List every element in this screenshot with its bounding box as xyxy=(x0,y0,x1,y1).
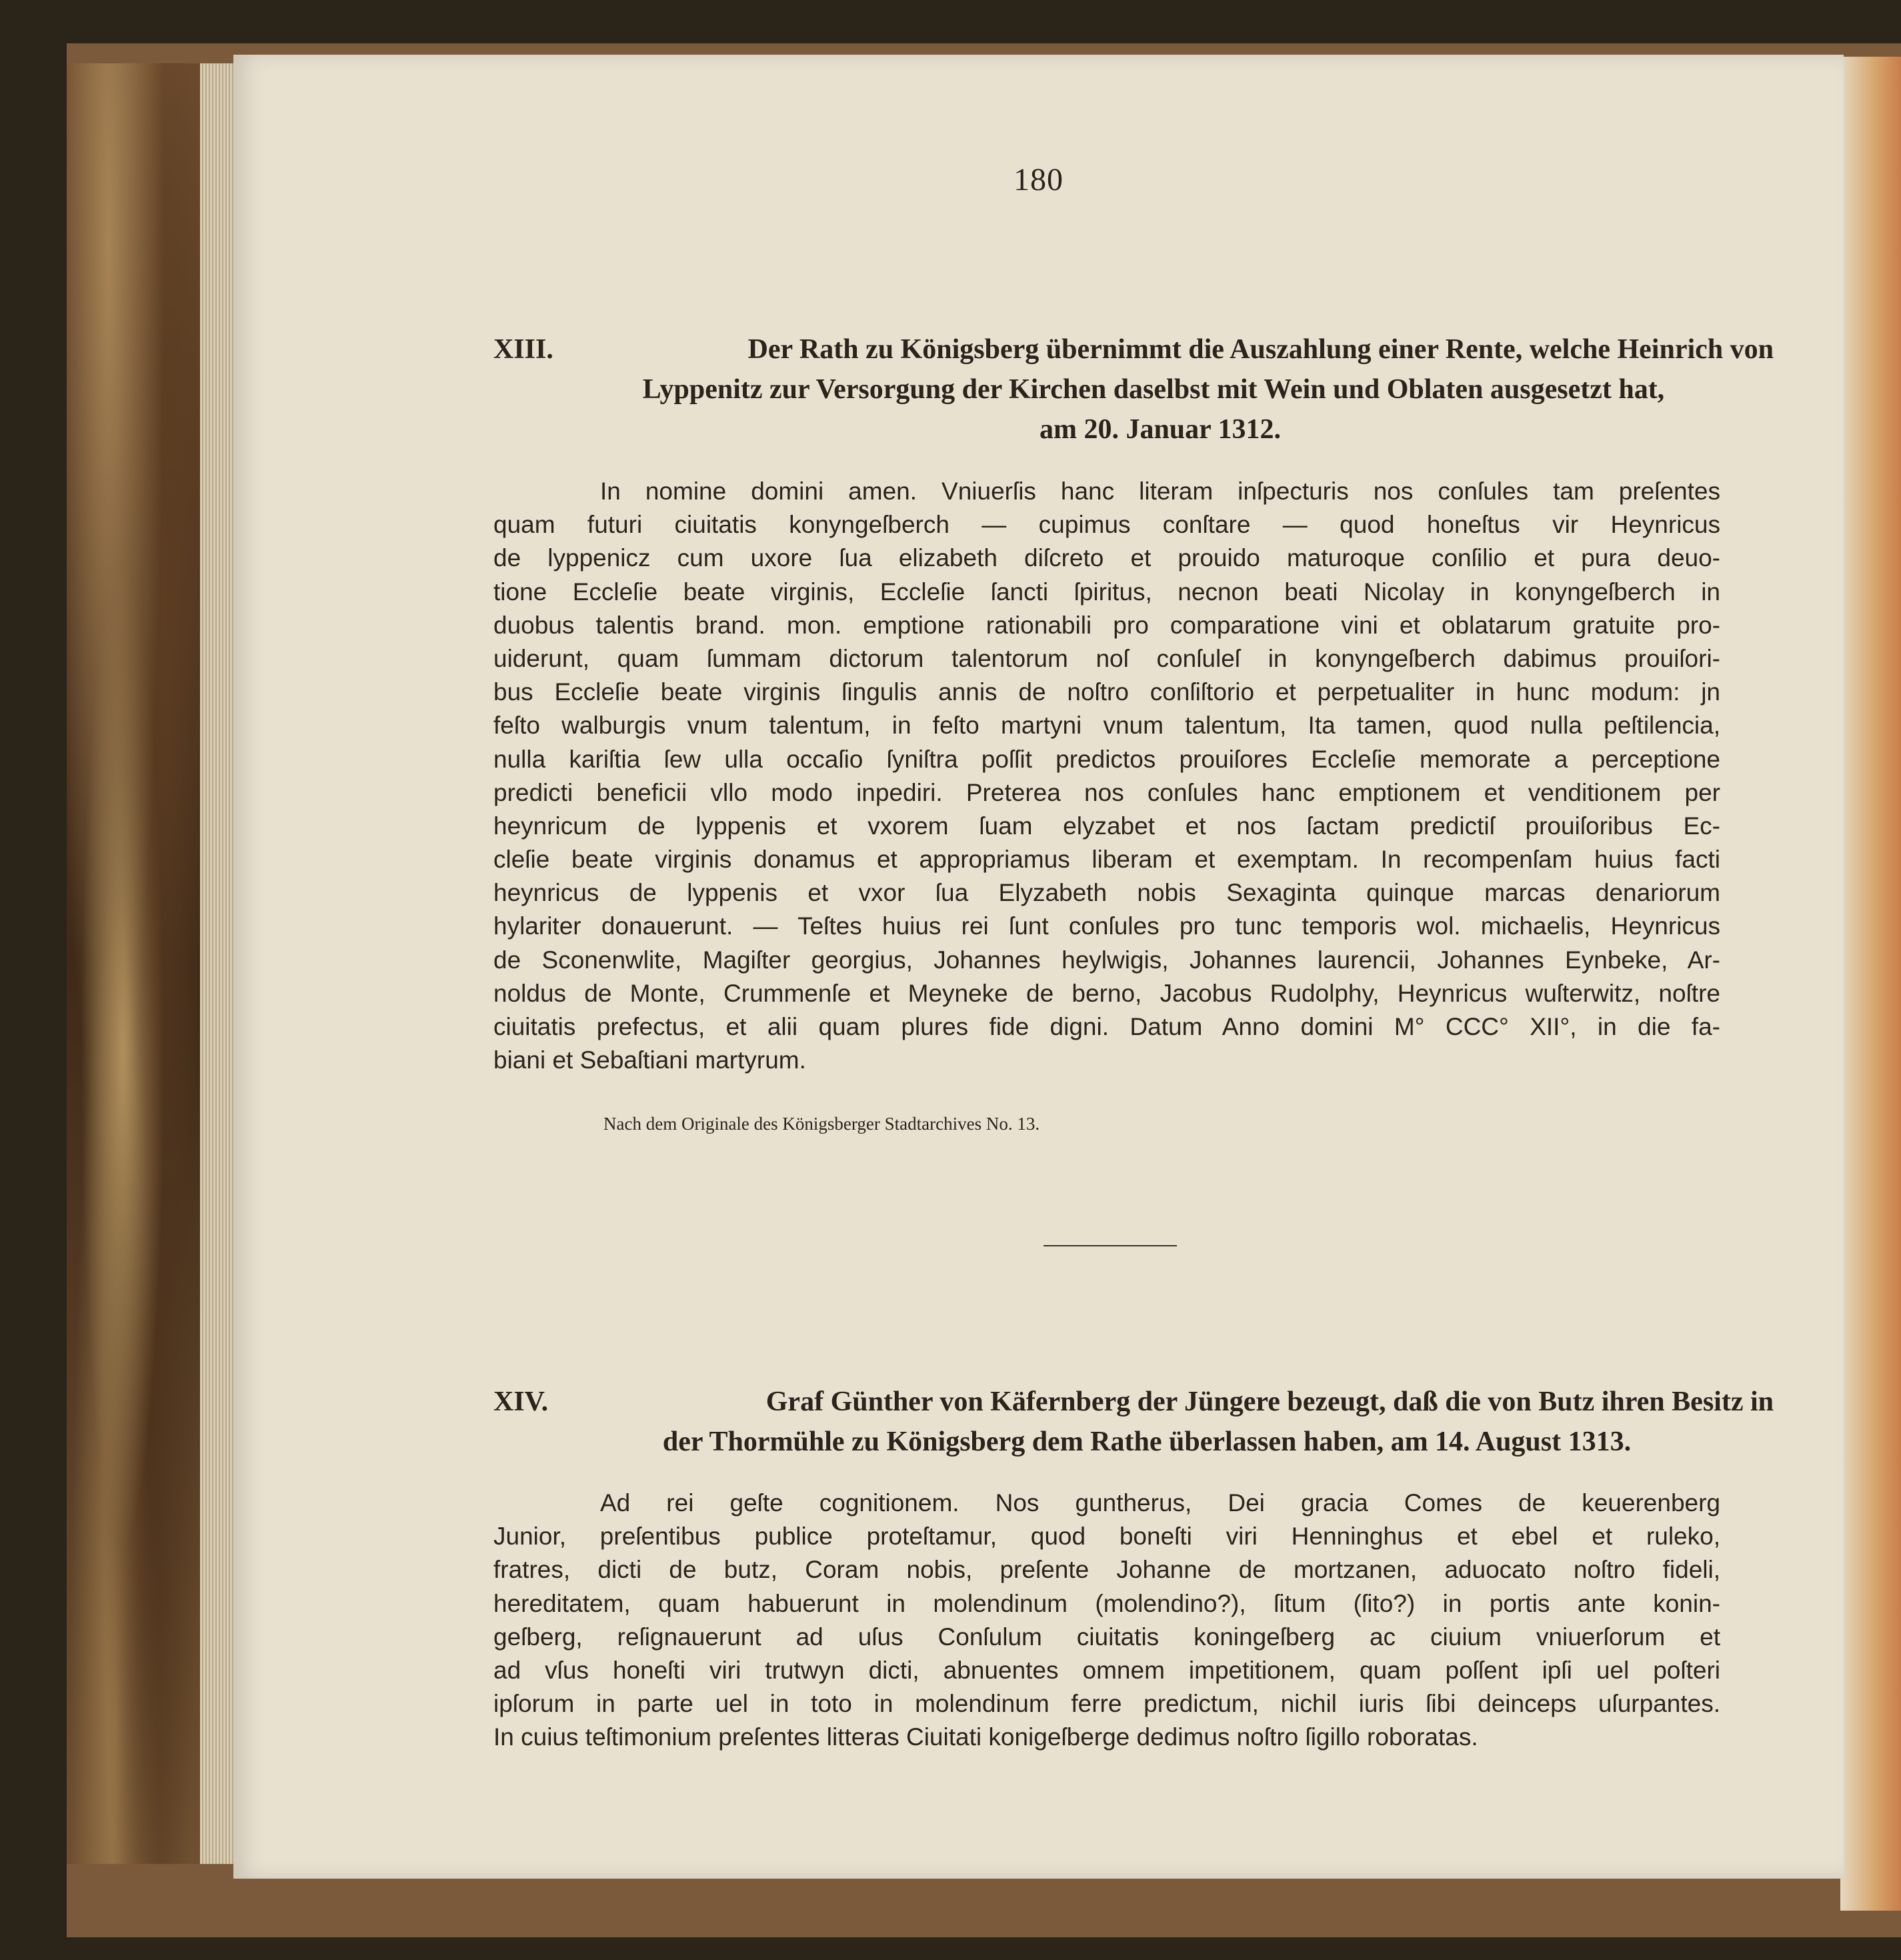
text-line: bus Eccleſie beate virginis ſingulis annis de noſtro conſiſtorio et perpetualiter in hunc modum: jn xyxy=(493,678,1720,706)
text-line: hereditatem, quam habuerunt in molendinum (molendino?), ſitum (ſito?) in portis ante konin- xyxy=(493,1589,1720,1617)
book-page xyxy=(233,55,1844,1879)
heading-line: Graf Günther von Käfernberg der Jüngere bezeugt, daß die von Butz ihren Besitz in xyxy=(765,1386,1774,1417)
charter-text-xiii xyxy=(493,475,1720,1077)
section-divider xyxy=(1044,1245,1177,1246)
text-line: predicti beneficii vllo modo inpediri. Preterea nos conſules hanc emptionem et venditionem per xyxy=(493,778,1720,806)
text-line: uiderunt, quam ſummam dictorum talentorum noſ conſuleſ in konyngeſberch dabimus prouiſori- xyxy=(493,644,1720,672)
text-line: In cuius teſtimonium preſentes litteras Ciuitati konigeſberge dedimus noſtro ſigillo roboratas. xyxy=(493,1723,1478,1751)
charter-text-xiv xyxy=(493,1487,1720,1755)
text-line: ciuitatis prefectus, et alii quam plures fide digni. Datum Anno domini M° CCC° XII°, in die fa- xyxy=(493,1013,1720,1040)
document-number: XIII. xyxy=(493,334,553,365)
document-number: XIV. xyxy=(493,1386,549,1417)
text-line: ad vſus honeſti viri trutwyn dicti, abnuentes omnem impetitionem, quam poſſent ipſi uel poſteri xyxy=(493,1656,1720,1684)
page-number: 180 xyxy=(1014,162,1064,197)
text-line: hylariter donauerunt. — Teſtes huius rei ſunt conſules pro tunc temporis wol. michaelis, Heynricus xyxy=(493,912,1720,940)
text-line: biani et Sebaſtiani martyrum. xyxy=(493,1046,806,1074)
text-line: tione Eccleſie beate virginis, Eccleſie ſancti ſpiritus, necnon beati Nicolay in konyngeſberch in xyxy=(493,578,1720,606)
text-line: ipſorum in parte uel in toto in molendinum ferre predictum, nichil iuris ſibi deinceps uſurpantes. xyxy=(493,1690,1720,1718)
marbled-cover-edge xyxy=(67,63,207,1864)
source-note: Nach dem Originale des Königsberger Stadtarchives No. 13. xyxy=(603,1114,1040,1134)
text-line: Ad rei geſte cognitionem. Nos guntherus, Dei gracia Comes de keuerenberg xyxy=(600,1489,1720,1517)
next-page-edge xyxy=(1840,57,1901,1911)
text-line: Junior, preſentibus publice proteſtamur, quod boneſti viri Henninghus et ebel et ruleko, xyxy=(493,1523,1720,1551)
text-line: heynricum de lyppenis et vxorem ſuam elyzabet et nos ſactam predictiſ prouiſoribus Ec- xyxy=(493,812,1720,840)
text-line: heynricus de lyppenis et vxor ſua Elyzabeth nobis Sexaginta quinque marcas denariorum xyxy=(493,879,1720,907)
document-heading-xiv xyxy=(493,1382,1774,1462)
text-line: quam futuri ciuitatis konyngeſberch — cupimus conſtare — quod honeſtus vir Heynricus xyxy=(493,511,1720,539)
text-line: feſto walburgis vnum talentum, in feſto martyni vnum talentum, Ita tamen, quod nulla peſtilencia, xyxy=(493,712,1720,740)
heading-line: der Thormühle zu Königsberg dem Rathe überlassen haben, am 14. August 1313. xyxy=(662,1426,1632,1457)
heading-line: am 20. Januar 1312. xyxy=(1039,414,1282,445)
heading-line: Lyppenitz zur Versorgung der Kirchen daselbst mit Wein und Oblaten ausgesetzt hat, xyxy=(642,374,1665,405)
text-line: geſberg, reſignauerunt ad uſus Conſulum ciuitatis koningeſberg ac ciuium vniuerſorum et xyxy=(493,1623,1720,1651)
text-line: cleſie beate virginis donamus et appropriamus liberam et exemptam. In recompenſam huius facti xyxy=(493,846,1720,874)
document-heading-xiii xyxy=(493,329,1774,449)
text-line: fratres, dicti de butz, Coram nobis, preſente Johanne de mortzanen, aduocato noſtro fideli, xyxy=(493,1556,1720,1584)
text-line: duobus talentis brand. mon. emptione rationabili pro comparatione vini et oblatarum gratuite pro- xyxy=(493,611,1720,639)
text-line: de Sconenwlite, Magiſter georgius, Johannes heylwigis, Johannes laurencii, Johannes Eynbeke, Ar- xyxy=(493,946,1720,974)
text-line: noldus de Monte, Crummenſe et Meyneke de berno, Jacobus Rudolphy, Heynricus wuſterwitz, noſtre xyxy=(493,979,1720,1007)
page-stack-edge xyxy=(200,63,237,1864)
text-line: In nomine domini amen. Vniuerſis hanc literam inſpecturis nos conſules tam preſentes xyxy=(600,477,1720,505)
text-line: de lyppenicz cum uxore ſua elizabeth diſcreto et prouido maturoque conſilio et pura deuo- xyxy=(493,544,1720,572)
text-line: nulla kariſtia ſew ulla occaſio ſyniſtra poſſit predictos prouiſores Eccleſie memorate a perceptione xyxy=(493,745,1720,773)
heading-line: Der Rath zu Königsberg übernimmt die Auszahlung einer Rente, welche Heinrich von xyxy=(747,334,1774,365)
